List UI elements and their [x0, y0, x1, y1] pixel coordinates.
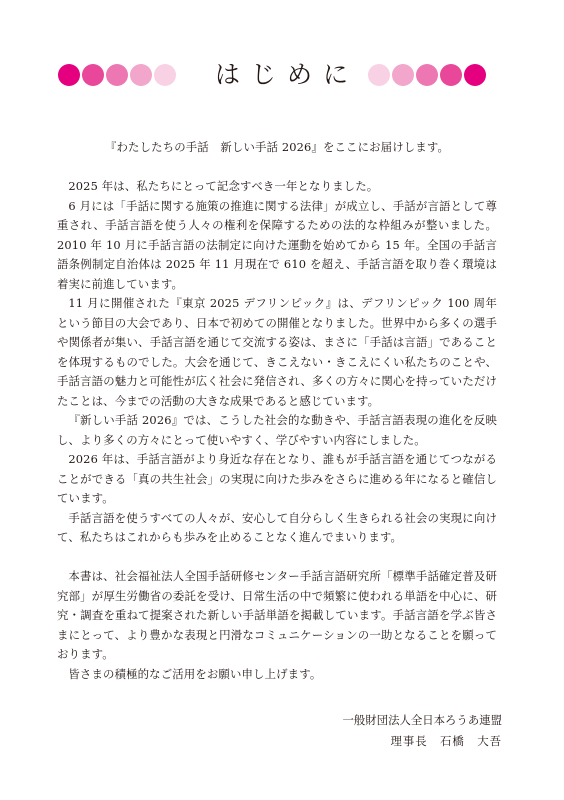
body-text — [57, 138, 497, 684]
paragraph: 手話言語を使うすべての人々が、安心して自分らしく生きられる社会の実現に向けて、私たちはこれからも歩みを止めることなく進んでまいります。 — [57, 510, 497, 544]
signature-organization: 一般財団法人全日本ろうあ連盟 — [342, 713, 502, 727]
spacer — [57, 548, 497, 568]
paragraph: 『新しい手話 2026』では、こうした社会的な動きや、手話言語表現の進化を反映し、より多くの方々にとって使いやすく、学びやすい内容にしました。 — [57, 413, 497, 447]
paragraph: 2025 年は、私たちにとって記念すべき一年となりました。 — [68, 179, 379, 193]
paragraph: 2026 年は、手話言語がより身近な存在となり、誰もが手話言語を通じてつながることができる「真の共生社会」の実現に向けた歩みをさらに進める年になると確信しています。 — [57, 452, 497, 505]
dot-icon — [392, 64, 414, 86]
dot-icon — [368, 64, 390, 86]
signature-name: 理事長 石橋 大吾 — [390, 734, 502, 748]
paragraph: 6 月には「手話に関する施策の推進に関する法律」が成立し、手話が言語として尊重され、手話言語を使う人々の権利を保障するための法的な枠組みが整いました。2010 年 10 月に手話言語の法制定に向けた運動を始めてから 15 年。全国の手話言語条例制定自治体は 2025 年 11 月現在で 610 を超え、手話言語を取り巻く環境は着実に前進しています。 — [57, 198, 497, 291]
dot-icon — [464, 64, 486, 86]
header — [0, 58, 564, 98]
decorative-dots-right — [368, 64, 486, 86]
page-title: はじめに — [214, 60, 359, 89]
paragraph: 11 月に開催された『東京 2025 デフリンピック』は、デフリンピック 100 周年という節目の大会であり、日本で初めての開催となりました。世界中から多くの選手や関係者が集い、手話言語を通じて交流する姿は、まさに「手話は言語」であることを体現するものでした。大会を通じて、きこえない・きこえにくい私たちのことや、手話言語の魅力と可能性が広く社会に発信され、多くの方々に関心を持っていただけたことは、今までの活動の大きな成果であると感じています。 — [57, 296, 497, 408]
dot-icon — [416, 64, 438, 86]
dot-icon — [440, 64, 462, 86]
paragraph: 皆さまの積極的なご活用をお願い申し上げます。 — [68, 666, 322, 681]
lead-sentence: 『わたしたちの手話 新しい手話 2026』をここにお届けします。 — [104, 140, 450, 154]
paragraph: 本書は、社会福祉法人全国手話研修センター手話言語研究所「標準手話確定普及研究部」が厚生労働省の委託を受け、日常生活の中で頻繁に使われる単語を中心に、研究・調査を重ねて提案された新しい手話単語を掲載しています。手話言語を学ぶ皆さまにとって、より豊かな表現と円滑なコミュニケーションの一助となることを願っております。 — [57, 569, 497, 661]
